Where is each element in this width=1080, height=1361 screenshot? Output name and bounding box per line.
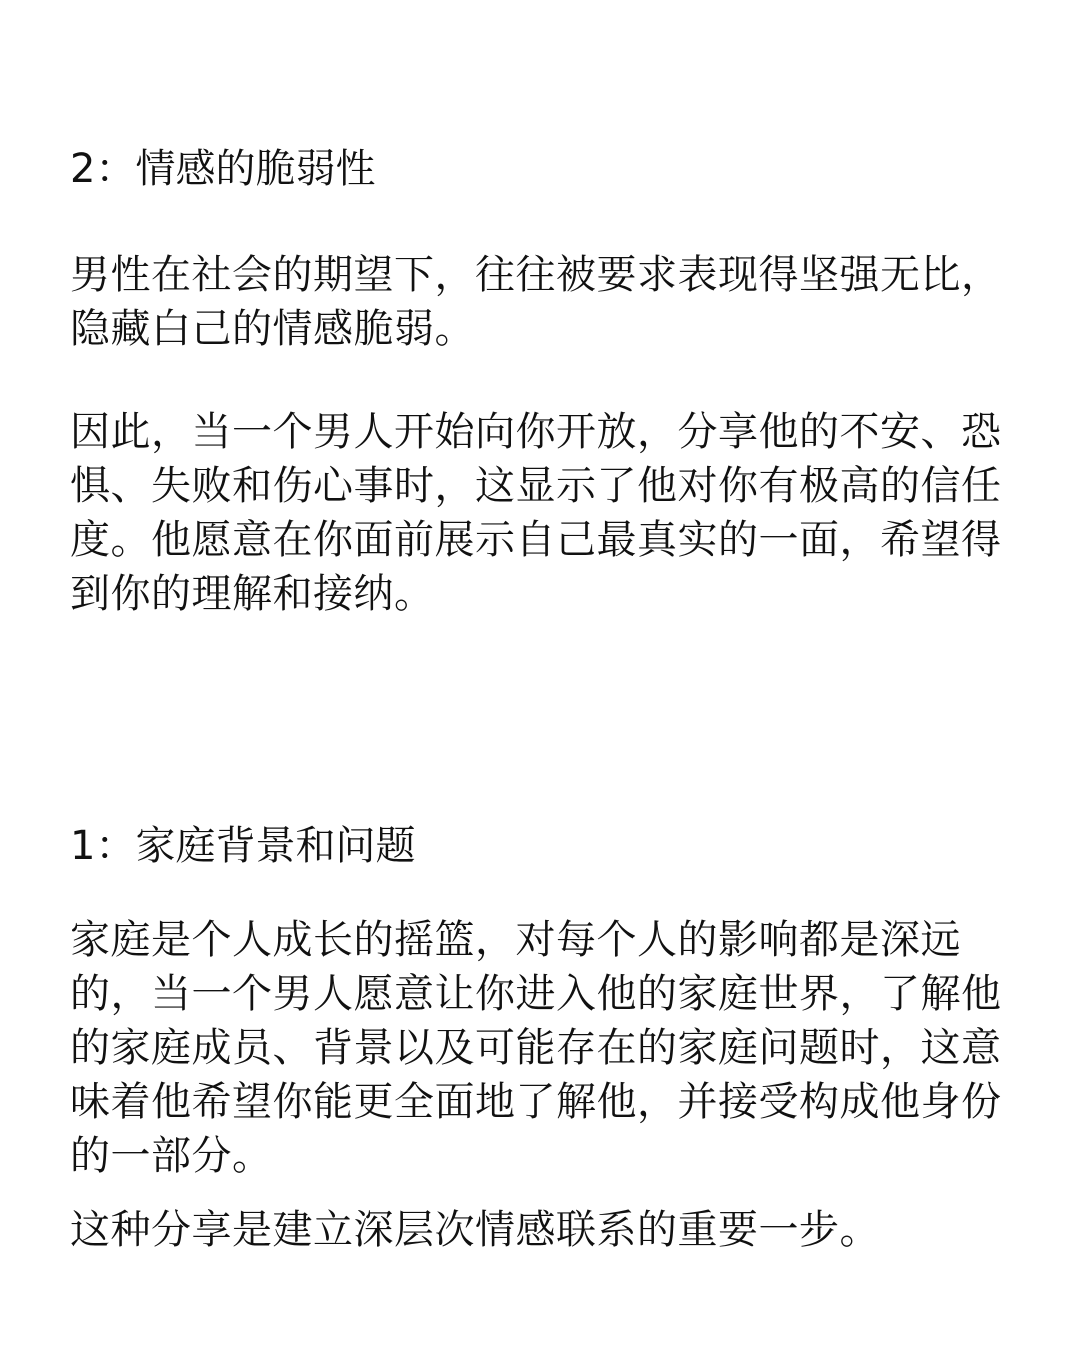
text-line: 度。他愿意在你面前展示自己最真实的一面，希望得 [70,517,1002,563]
text-line: 的家庭成员、背景以及可能存在的家庭问题时，这意 [70,1025,1002,1071]
section-family-background [70,822,990,870]
text-line: 到你的理解和接纳。 [70,571,435,617]
paragraph [70,1203,990,1257]
text-line: 惧、失败和伤心事时，这显示了他对你有极高的信任 [70,463,1002,509]
text-line: 男性在社会的期望下，往往被要求表现得坚强无比， [70,252,1002,298]
section-heading: 2：情感的脆弱性 [70,146,376,192]
text-line: 家庭是个人成长的摇篮，对每个人的影响都是深远 [70,917,961,963]
paragraph [70,405,1002,621]
text-line: 味着他希望你能更全面地了解他，并接受构成他身份 [70,1079,1002,1125]
paragraph [70,913,1002,1183]
text-line: 隐藏白己的情感脆弱。 [70,306,475,352]
section-heading: 1：家庭背景和问题 [70,823,416,869]
text-line: 因此，当一个男人开始向你开放，分享他的不安、恐 [70,409,1002,455]
text-line: 的，当一个男人愿意让你进入他的家庭世界，了解他 [70,971,1002,1017]
text-line: 的一部分。 [70,1133,273,1179]
paragraph [70,248,1002,356]
section-emotional-vulnerability [70,145,990,193]
text-line: 这种分享是建立深层次情感联系的重要一步。 [70,1207,880,1253]
